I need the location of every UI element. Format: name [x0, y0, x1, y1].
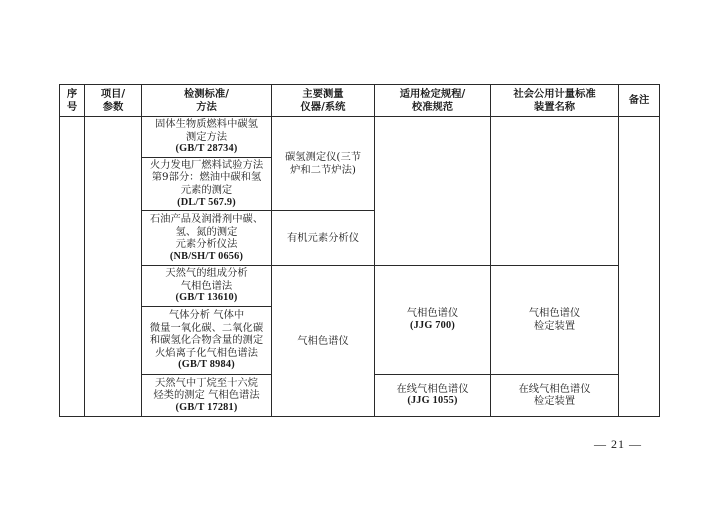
seq-cell [60, 117, 85, 417]
regulation-cell: 气相色谱仪 (JJG 700) [375, 266, 491, 375]
device-cell-empty [491, 117, 619, 266]
instrument-cell: 有机元素分析仪 [272, 211, 375, 266]
instrument-cell: 碳氢测定仪(三节 炉和二节炉法) [272, 117, 375, 211]
item-cell [85, 117, 142, 417]
header-instrument: 主要测量 仪器/系统 [272, 85, 375, 117]
standard-cell: 石油产品及润滑剂中碳、 氢、氮的测定 元素分析仪法 (NB/SH/T 0656) [142, 211, 272, 266]
header-seq: 序 号 [60, 85, 85, 117]
header-item: 项目/ 参数 [85, 85, 142, 117]
header-row [60, 85, 660, 117]
standard-cell: 气体分析 气体中 微量一氧化碳、二氧化碳 和碳氢化合物含量的测定 火焰离子化气相色谱法 (GB/T 8984) [142, 306, 272, 374]
header-remark: 备注 [619, 85, 660, 117]
metrology-table [59, 84, 660, 417]
regulation-cell: 在线气相色谱仪 (JJG 1055) [375, 374, 491, 416]
remark-cell [619, 117, 660, 417]
standard-cell: 天然气的组成分析 气相色谱法 (GB/T 13610) [142, 266, 272, 307]
instrument-cell: 气相色谱仪 [272, 266, 375, 417]
standard-cell: 固体生物质燃料中碳氢 测定方法 (GB/T 28734) [142, 117, 272, 158]
header-regulation: 适用检定规程/ 校准规范 [375, 85, 491, 117]
standard-cell: 火力发电厂燃料试验方法 第9部分：燃油中碳和氢 元素的测定 (DL/T 567.9) [142, 157, 272, 210]
table-row [60, 266, 660, 307]
regulation-cell-empty [375, 117, 491, 266]
header-device: 社会公用计量标准 装置名称 [491, 85, 619, 117]
table-row [60, 117, 660, 158]
header-standard: 检测标准/ 方法 [142, 85, 272, 117]
device-cell: 在线气相色谱仪 检定装置 [491, 374, 619, 416]
standard-cell: 天然气中丁烷至十六烷 烃类的测定 气相色谱法 (GB/T 17281) [142, 374, 272, 416]
device-cell: 气相色谱仪 检定装置 [491, 266, 619, 375]
page-number: — 21 — [594, 437, 642, 451]
